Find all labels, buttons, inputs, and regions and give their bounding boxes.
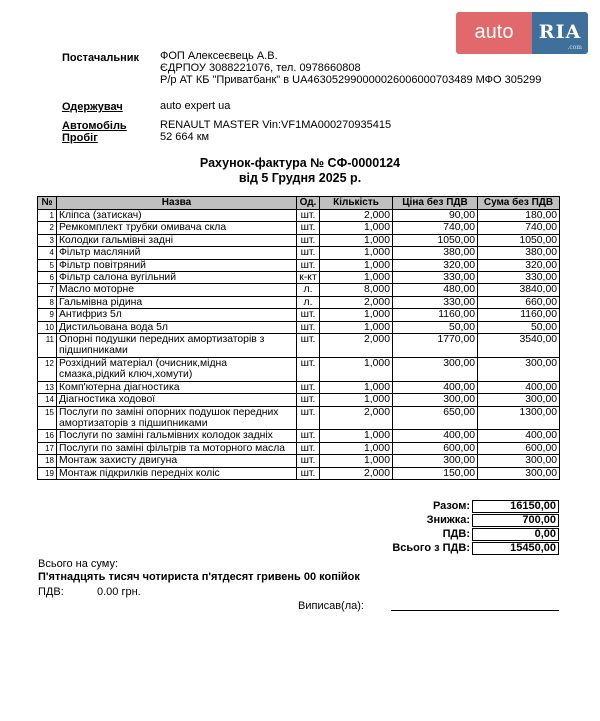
row-price: 380,00 (393, 247, 478, 259)
row-qty: 8,000 (320, 284, 393, 296)
row-unit: шт. (297, 334, 320, 358)
col-header-qty: Кількість (320, 197, 393, 210)
row-sum: 330,00 (478, 272, 560, 284)
row-unit: шт. (297, 234, 320, 246)
row-price: 330,00 (393, 296, 478, 308)
row-number: 11 (38, 334, 57, 358)
table-row (38, 321, 560, 333)
row-unit: л. (297, 296, 320, 308)
row-unit: шт. (297, 430, 320, 442)
row-qty: 1,000 (320, 357, 393, 381)
row-price: 1050,00 (393, 234, 478, 246)
row-sum: 400,00 (478, 430, 560, 442)
discount-value: 700,00 (472, 514, 559, 527)
row-qty: 2,000 (320, 296, 393, 308)
row-sum: 1050,00 (478, 234, 560, 246)
grand-total-row (300, 542, 559, 554)
row-number: 2 (38, 222, 57, 234)
row-unit: шт. (297, 357, 320, 381)
row-unit: шт. (297, 381, 320, 393)
table-row (38, 234, 560, 246)
logo-ria-text: RIA (538, 21, 582, 43)
footer-vat-value: 0.00 грн. (97, 586, 141, 598)
table-row (38, 272, 560, 284)
row-unit: к-кт (297, 272, 320, 284)
row-price: 740,00 (393, 222, 478, 234)
discount-label: Знижка: (426, 514, 470, 526)
row-qty: 2,000 (320, 467, 393, 479)
table-row (38, 455, 560, 467)
row-sum: 300,00 (478, 455, 560, 467)
row-qty: 1,000 (320, 259, 393, 271)
row-number: 13 (38, 381, 57, 393)
row-name: Фільтр масляний (57, 247, 297, 259)
mileage-value: 52 664 км (160, 131, 210, 143)
row-number: 10 (38, 321, 57, 333)
row-price: 330,00 (393, 272, 478, 284)
row-unit: шт. (297, 247, 320, 259)
row-unit: шт. (297, 455, 320, 467)
row-sum: 380,00 (478, 247, 560, 259)
row-price: 1770,00 (393, 334, 478, 358)
row-number: 12 (38, 357, 57, 381)
sum-in-words: П'ятнадцять тисяч чотириста п'ятдесят гривень 00 копійок (38, 571, 360, 583)
row-number: 14 (38, 394, 57, 406)
row-name: Розхідний матеріал (очисник,мідна смазка,рідкий ключ,хомути) (57, 357, 297, 381)
row-number: 19 (38, 467, 57, 479)
row-qty: 1,000 (320, 222, 393, 234)
row-number: 18 (38, 455, 57, 467)
row-price: 90,00 (393, 210, 478, 222)
row-number: 9 (38, 309, 57, 321)
logo-com: .com (567, 44, 582, 51)
grand-total-value: 15450,00 (472, 542, 559, 555)
total-sum-value: 16150,00 (472, 500, 559, 513)
row-price: 150,00 (393, 467, 478, 479)
row-number: 7 (38, 284, 57, 296)
vat-value: 0,00 (472, 528, 559, 541)
invoice-date: від 5 Грудня 2025 р. (238, 171, 362, 185)
row-name: Комп'ютерна діагностика (57, 381, 297, 393)
row-name: Монтаж підкрилків передніх коліс (57, 467, 297, 479)
row-unit: шт. (297, 222, 320, 234)
logo-ria (532, 12, 588, 54)
row-price: 300,00 (393, 357, 478, 381)
row-qty: 1,000 (320, 442, 393, 454)
row-sum: 400,00 (478, 381, 560, 393)
row-sum: 600,00 (478, 442, 560, 454)
row-name: Ремкомплект трубки омивача скла (57, 222, 297, 234)
row-name: Антифриз 5л (57, 309, 297, 321)
autoria-logo (456, 12, 588, 54)
row-sum: 300,00 (478, 357, 560, 381)
recipient-value: auto expert ua (160, 100, 231, 112)
row-qty: 1,000 (320, 430, 393, 442)
car-value: RENAULT MASTER Vin:VF1MA000270935415 (160, 119, 392, 131)
table-row (38, 259, 560, 271)
row-name: Кліпса (затискач) (57, 210, 297, 222)
row-name: Фільтр повітряний (57, 259, 297, 271)
supplier-label: Постачальник (62, 52, 139, 64)
total-sum-label: Разом: (432, 500, 470, 512)
footer-vat-label: ПДВ: (38, 586, 64, 598)
row-price: 1160,00 (393, 309, 478, 321)
row-sum: 320,00 (478, 259, 560, 271)
table-row (38, 381, 560, 393)
row-qty: 1,000 (320, 381, 393, 393)
discount-row (300, 514, 559, 526)
col-header-number: № (38, 197, 57, 210)
row-name: Масло моторне (57, 284, 297, 296)
table-row (38, 467, 560, 479)
table-row (38, 442, 560, 454)
col-header-name: Назва (57, 197, 297, 210)
row-name: Гальмівна рідина (57, 296, 297, 308)
logo-auto: auto (456, 12, 532, 54)
table-row (38, 430, 560, 442)
mileage-label: Пробіг (62, 132, 98, 144)
supplier-code: ЄДРПОУ 3088221076, тел. 0978660808 (160, 62, 361, 74)
row-qty: 2,000 (320, 406, 393, 430)
row-name: Монтаж захисту двигуна (57, 455, 297, 467)
vat-label: ПДВ: (442, 528, 470, 540)
row-price: 600,00 (393, 442, 478, 454)
col-header-unit: Од. (297, 197, 320, 210)
table-row (38, 334, 560, 358)
row-name: Послуги по заміні фільтрів та моторного масла (57, 442, 297, 454)
row-number: 15 (38, 406, 57, 430)
col-header-price: Ціна без ПДВ (393, 197, 478, 210)
row-number: 17 (38, 442, 57, 454)
row-price: 480,00 (393, 284, 478, 296)
row-sum: 50,00 (478, 321, 560, 333)
row-price: 400,00 (393, 430, 478, 442)
total-sum-row (300, 500, 559, 512)
row-unit: шт. (297, 309, 320, 321)
row-name: Дистильована вода 5л (57, 321, 297, 333)
table-row (38, 394, 560, 406)
supplier-account: Р/р АТ КБ "Приватбанк" в UA463052990000026006000703489 МФО 305299 (160, 74, 542, 86)
row-unit: шт. (297, 210, 320, 222)
signature-line (391, 610, 559, 611)
row-unit: шт. (297, 321, 320, 333)
row-sum: 660,00 (478, 296, 560, 308)
row-number: 8 (38, 296, 57, 308)
vat-row (300, 528, 559, 540)
row-number: 4 (38, 247, 57, 259)
table-header-row (38, 197, 560, 210)
row-number: 6 (38, 272, 57, 284)
row-name: Колодки гальмівні задні (57, 234, 297, 246)
row-unit: шт. (297, 394, 320, 406)
row-name: Фільтр салона вугільний (57, 272, 297, 284)
row-price: 320,00 (393, 259, 478, 271)
row-unit: шт. (297, 442, 320, 454)
row-price: 50,00 (393, 321, 478, 333)
row-qty: 1,000 (320, 272, 393, 284)
supplier-name: ФОП Алексеєвець А.В. (160, 50, 278, 62)
table-row (38, 210, 560, 222)
row-sum: 300,00 (478, 467, 560, 479)
row-number: 5 (38, 259, 57, 271)
row-unit: шт. (297, 259, 320, 271)
row-sum: 1300,00 (478, 406, 560, 430)
row-name: Послуги по заміні гальмівних колодок задніх (57, 430, 297, 442)
table-row (38, 222, 560, 234)
row-unit: л. (297, 284, 320, 296)
row-price: 300,00 (393, 394, 478, 406)
row-name: Діагностика ходової (57, 394, 297, 406)
table-row (38, 357, 560, 381)
recipient-label: Одержувач (62, 101, 123, 113)
col-header-sum: Сума без ПДВ (478, 197, 560, 210)
table-row (38, 296, 560, 308)
invoice-title: Рахунок-фактура № СФ-0000124 (199, 156, 401, 170)
car-label: Автомобіль (62, 120, 127, 132)
signed-by-label: Виписав(ла): (298, 600, 364, 612)
table-row (38, 309, 560, 321)
row-sum: 3540,00 (478, 334, 560, 358)
table-row (38, 406, 560, 430)
row-price: 400,00 (393, 381, 478, 393)
row-number: 3 (38, 234, 57, 246)
row-qty: 1,000 (320, 234, 393, 246)
row-number: 16 (38, 430, 57, 442)
grand-total-label: Всього з ПДВ: (392, 542, 470, 554)
row-price: 650,00 (393, 406, 478, 430)
row-name: Опорні подушки передних амортизаторів з підшипниками (57, 334, 297, 358)
row-sum: 740,00 (478, 222, 560, 234)
table-row (38, 247, 560, 259)
row-unit: шт. (297, 406, 320, 430)
row-qty: 1,000 (320, 394, 393, 406)
row-sum: 300,00 (478, 394, 560, 406)
row-name: Послуги по заміні опорних подушок передних амортизаторів з підшипниками (57, 406, 297, 430)
table-row (38, 284, 560, 296)
row-qty: 1,000 (320, 247, 393, 259)
row-unit: шт. (297, 467, 320, 479)
row-sum: 180,00 (478, 210, 560, 222)
row-number: 1 (38, 210, 57, 222)
row-qty: 2,000 (320, 334, 393, 358)
row-qty: 1,000 (320, 309, 393, 321)
row-price: 300,00 (393, 455, 478, 467)
row-sum: 1160,00 (478, 309, 560, 321)
row-qty: 2,000 (320, 210, 393, 222)
row-qty: 1,000 (320, 455, 393, 467)
row-sum: 3840,00 (478, 284, 560, 296)
row-qty: 1,000 (320, 321, 393, 333)
sum-in-words-label: Всього на суму: (38, 558, 118, 570)
items-table (37, 196, 560, 480)
